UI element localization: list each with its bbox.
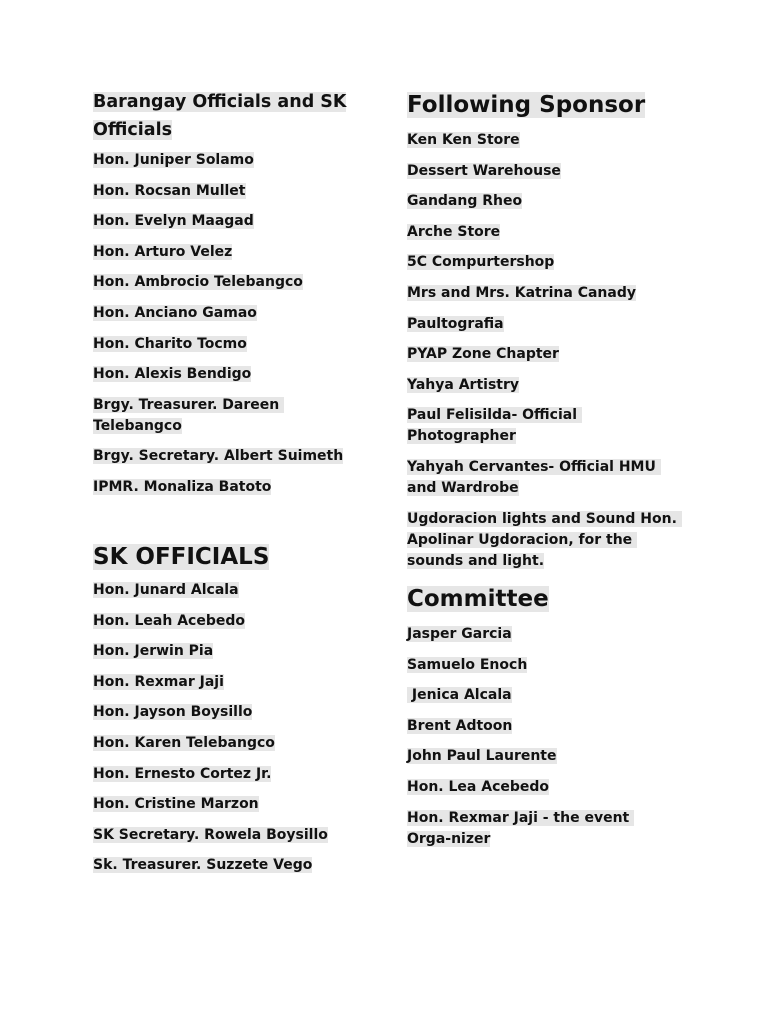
- list-item: Hon. Rexmar Jaji: [93, 673, 224, 690]
- list-item: Hon. Leah Acebedo: [93, 612, 245, 629]
- list-item: SK Secretary. Rowela Boysillo: [93, 826, 328, 843]
- barangay-officials-heading: Barangay Officials and SK Officials: [93, 92, 347, 140]
- list-item: Hon. Rocsan Mullet: [93, 182, 246, 199]
- list-item: Hon. Karen Telebangco: [93, 734, 275, 751]
- barangay-officials-list: [93, 150, 355, 498]
- list-item: Hon. Ambrocio Telebangco: [93, 274, 303, 291]
- list-item: Brgy. Treasurer. Dareen Telebangco: [93, 396, 285, 434]
- list-item: Hon. Alexis Bendigo: [93, 366, 252, 383]
- list-item: 5C Compurtershop: [407, 254, 555, 271]
- list-item: Sk. Treasurer. Suzzete Vego: [93, 857, 313, 874]
- list-item: Hon. Cristine Marzon: [93, 796, 259, 813]
- list-item: Jenica Alcala: [407, 687, 512, 704]
- list-item: Hon. Charito Tocmo: [93, 335, 247, 352]
- sk-officials-heading: SK OFFICIALS: [93, 543, 270, 570]
- list-item: Hon. Arturo Velez: [93, 243, 233, 260]
- list-item: Hon. Anciano Gamao: [93, 304, 257, 321]
- list-item: Hon. Evelyn Maagad: [93, 213, 254, 230]
- list-item: Dessert Warehouse: [407, 162, 561, 179]
- sponsor-list: [407, 130, 682, 572]
- list-item: Hon. Junard Alcala: [93, 581, 239, 598]
- committee-heading: Committee: [407, 585, 549, 612]
- sponsor-heading: Following Sponsor: [407, 92, 646, 118]
- list-item: Brent Adtoon: [407, 717, 513, 734]
- list-item: Hon. Jerwin Pia: [93, 643, 214, 660]
- list-item: Arche Store: [407, 223, 501, 240]
- list-item: Yahyah Cervantes- Official HMU and Wardrobe: [407, 458, 661, 496]
- list-item: Brgy. Secretary. Albert Suimeth: [93, 448, 344, 465]
- list-item: Jasper Garcia: [407, 625, 512, 642]
- list-item: Hon. Jayson Boysillo: [93, 704, 253, 721]
- list-item: Hon. Rexmar Jaji - the event Orga-nizer: [407, 809, 635, 847]
- list-item: PYAP Zone Chapter: [407, 346, 559, 363]
- list-item: Samuelo Enoch: [407, 656, 528, 673]
- list-item: Hon. Lea Acebedo: [407, 778, 550, 795]
- list-item: Paul Felisilda- Official Photographer: [407, 407, 582, 445]
- list-item: John Paul Laurente: [407, 748, 557, 765]
- list-item: Gandang Rheo: [407, 193, 523, 210]
- list-item: Ken Ken Store: [407, 132, 520, 148]
- right-column: [407, 88, 682, 859]
- committee-list: [407, 624, 677, 850]
- left-column: [93, 88, 355, 886]
- list-item: IPMR. Monaliza Batoto: [93, 478, 272, 495]
- sk-officials-list: [93, 580, 355, 876]
- list-item: Hon. Juniper Solamo: [93, 152, 254, 168]
- list-item: Mrs and Mrs. Katrina Canady: [407, 284, 636, 301]
- list-item: Ugdoracion lights and Sound Hon. Apolinar Ugdoracion, for the sounds and light.: [407, 510, 682, 569]
- list-item: Yahya Artistry: [407, 376, 519, 393]
- list-item: Hon. Ernesto Cortez Jr.: [93, 765, 272, 782]
- list-item: Paultografia: [407, 315, 504, 332]
